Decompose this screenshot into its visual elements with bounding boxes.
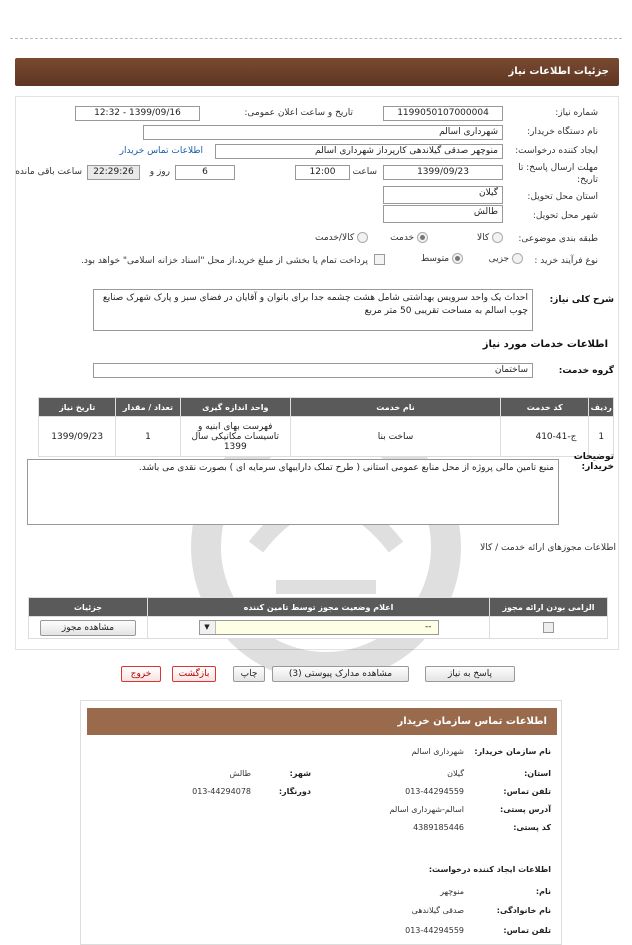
buyer-field: شهرداری اسالم bbox=[143, 125, 503, 140]
deadline-label-date: تاریخ: bbox=[577, 175, 598, 185]
col-qty: تعداد / مقدار bbox=[116, 398, 180, 417]
service-group-field: ساختمان bbox=[93, 363, 533, 378]
table-row bbox=[29, 617, 608, 639]
cell-unit: فهرست بهای ابنیه و تاسیسات مکانیکی سال 1399 bbox=[180, 417, 291, 457]
page-header bbox=[15, 58, 619, 86]
time-label: ساعت bbox=[352, 167, 377, 177]
summary-label: شرح کلی نیاز: bbox=[549, 295, 614, 305]
buyer-notes-textarea: منبع تامین مالی پروژه از محل منابع عمومی استانی ( طرح تملک داراییهای سرمایه ای ) بصورت نقدی می باشد. bbox=[27, 459, 559, 525]
province-label: استان محل تحویل: bbox=[527, 192, 598, 202]
province-contact-value: گیلان bbox=[447, 769, 464, 778]
top-divider bbox=[10, 38, 622, 39]
name-label: نام: bbox=[535, 887, 551, 896]
city-label: شهر محل تحویل: bbox=[532, 211, 598, 221]
table-row bbox=[39, 417, 614, 457]
process-radio-minor[interactable]: جزیی bbox=[489, 253, 523, 264]
process-radio-medium[interactable]: متوسط bbox=[421, 253, 463, 264]
cell-qty: 1 bbox=[116, 417, 180, 457]
days-label: روز و bbox=[149, 167, 170, 177]
category-radio-goods[interactable]: کالا bbox=[477, 232, 503, 243]
deadline-label: مهلت ارسال پاسخ: تا bbox=[518, 163, 598, 173]
family-value: صدقی گیلاندهی bbox=[411, 906, 464, 915]
cell-date: 1399/09/23 bbox=[39, 417, 116, 457]
buyer-label: نام دستگاه خریدار: bbox=[527, 127, 598, 137]
col-details: جزئیات bbox=[29, 598, 148, 617]
details-panel bbox=[15, 96, 619, 650]
announce-field: 1399/09/16 - 12:32 bbox=[75, 106, 200, 121]
city-contact-value: طالش bbox=[229, 769, 251, 778]
postal-value: 4389185446 bbox=[413, 823, 464, 832]
exit-button[interactable]: خروج bbox=[121, 666, 161, 682]
creator-info-title: اطلاعات ایجاد کننده درخواست: bbox=[428, 865, 551, 874]
category-radio-both[interactable]: کالا/خدمت bbox=[315, 232, 368, 243]
category-label: طبقه بندی موضوعی: bbox=[518, 234, 598, 244]
payment-note: پرداخت تمام یا بخشی از مبلغ خرید،از محل "اسناد خزانه اسلامی" خواهد بود. bbox=[80, 256, 368, 266]
required-checkbox bbox=[543, 622, 554, 633]
permits-table bbox=[28, 597, 608, 639]
col-unit: واحد اندازه گیری bbox=[180, 398, 291, 417]
permits-title: اطلاعات مجوزهای ارائه خدمت / کالا bbox=[480, 543, 616, 553]
chevron-down-icon: ▼ bbox=[200, 621, 216, 634]
address-label: آدرس پستی: bbox=[500, 805, 551, 814]
postal-label: کد پستی: bbox=[513, 823, 551, 832]
col-name: نام خدمت bbox=[291, 398, 501, 417]
attachments-button[interactable]: مشاهده مدارک پیوستی (3) bbox=[272, 666, 409, 682]
col-date: تاریخ نیاز bbox=[39, 398, 116, 417]
org-value: شهرداری اسالم bbox=[411, 747, 464, 756]
cell-code: ج-41-410 bbox=[501, 417, 589, 457]
org-label: نام سازمان خریدار: bbox=[474, 747, 551, 756]
col-row: ردیف bbox=[589, 398, 614, 417]
permit-status-select[interactable] bbox=[199, 620, 439, 635]
cell-name: ساخت بنا bbox=[291, 417, 501, 457]
family-label: نام خانوادگی: bbox=[496, 906, 551, 915]
col-code: کد خدمت bbox=[501, 398, 589, 417]
treasury-checkbox[interactable] bbox=[374, 254, 385, 265]
fax-label: دورنگار: bbox=[278, 787, 311, 796]
services-table bbox=[38, 397, 614, 457]
print-button[interactable]: چاپ bbox=[233, 666, 265, 682]
remaining-time-field: 22:29:26 bbox=[87, 165, 140, 180]
process-label: نوع فرآیند خرید : bbox=[534, 256, 598, 266]
contact-title: اطلاعات تماس سازمان خریدار bbox=[397, 716, 547, 727]
phone-value: 013-44294559 bbox=[405, 787, 464, 796]
col-required: الزامی بودن ارائه مجوز bbox=[490, 598, 608, 617]
address-value: اسالم-شهرداری اسالم bbox=[389, 805, 464, 814]
back-button[interactable]: بازگشت bbox=[172, 666, 216, 682]
permit-status-value: -- bbox=[425, 622, 432, 632]
contact-panel bbox=[80, 700, 562, 945]
remaining-label: ساعت باقی مانده bbox=[15, 167, 82, 177]
page-title: جزئیات اطلاعات نیاز bbox=[508, 66, 609, 77]
province-field: گیلان bbox=[383, 186, 503, 204]
reply-button[interactable]: پاسخ به نیاز bbox=[425, 666, 515, 682]
cell-row: 1 bbox=[589, 417, 614, 457]
contact-header bbox=[87, 708, 557, 735]
summary-textarea: احداث یک واحد سرویس بهداشتی شامل هشت چشمه جدا برای بانوان و آقایان در فضای سبز و پارک شهرک صنایع چوب اسالم به مساحت تقریبی 50 متر مربع bbox=[93, 289, 533, 331]
city-field: طالش bbox=[383, 205, 503, 223]
view-permit-button[interactable]: مشاهده مجوز bbox=[40, 620, 136, 636]
creator-phone-label: تلفن تماس: bbox=[503, 926, 551, 935]
category-radio-service[interactable]: خدمت bbox=[390, 232, 428, 243]
deadline-time-field: 12:00 bbox=[295, 165, 350, 180]
days-field: 6 bbox=[175, 165, 235, 180]
deadline-date-field: 1399/09/23 bbox=[383, 165, 503, 180]
services-title: اطلاعات خدمات مورد نیاز bbox=[482, 339, 608, 350]
creator-label: ایجاد کننده درخواست: bbox=[515, 146, 598, 156]
city-contact-label: شهر: bbox=[289, 769, 311, 778]
creator-field: منوچهر صدقی گیلاندهی کارپرداز شهرداری اسالم bbox=[215, 144, 503, 159]
col-status: اعلام وضعیت مجوز توسط تامین کننده bbox=[148, 598, 490, 617]
need-number-label: شماره نیاز: bbox=[555, 108, 598, 118]
service-group-label: گروه خدمت: bbox=[558, 366, 614, 376]
name-value: منوچهر bbox=[440, 887, 464, 896]
need-number-field: 1199050107000004 bbox=[383, 106, 503, 121]
phone-label: تلفن تماس: bbox=[503, 787, 551, 796]
creator-phone-value: 013-44294559 bbox=[405, 926, 464, 935]
province-contact-label: استان: bbox=[524, 769, 551, 778]
buyer-notes-label: توضیحات خریدار: bbox=[573, 452, 614, 472]
buyer-contact-link[interactable]: اطلاعات تماس خریدار bbox=[119, 146, 203, 156]
announce-label: تاریخ و ساعت اعلان عمومی: bbox=[244, 108, 353, 118]
fax-value: 013-44294078 bbox=[192, 787, 251, 796]
